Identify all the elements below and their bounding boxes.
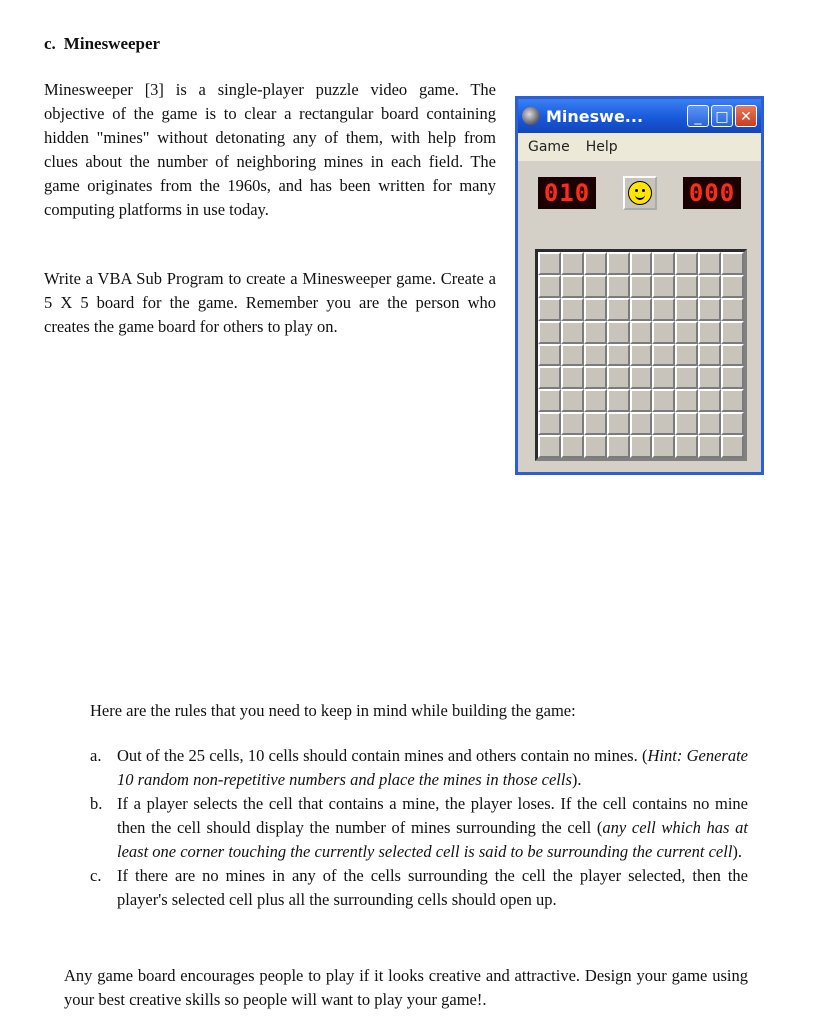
- rule-item: [90, 792, 748, 864]
- mine-board: [535, 249, 747, 461]
- board-cell: [652, 298, 675, 321]
- board-cell: [584, 252, 607, 275]
- window-menubar: [518, 133, 761, 161]
- board-cell: [698, 366, 721, 389]
- board-cell: [607, 412, 630, 435]
- board-cell: [538, 389, 561, 412]
- board-cell: [675, 252, 698, 275]
- board-cell: [698, 252, 721, 275]
- board-cell: [652, 435, 675, 458]
- board-cell: [675, 275, 698, 298]
- board-cell: [698, 321, 721, 344]
- board-cell: [584, 275, 607, 298]
- section-letter: c.: [44, 34, 56, 53]
- board-cell: [721, 298, 744, 321]
- board-cell: [561, 275, 584, 298]
- close-icon: ✕: [735, 105, 757, 127]
- board-cell: [698, 344, 721, 367]
- rule-hint: any cell which has at least one corner touching the currently selected cell is said to be surrounding the current cell: [117, 818, 748, 861]
- board-cell: [607, 435, 630, 458]
- rule-text: Out of the 25 cells, 10 cells should contain mines and others contain no mines. (: [117, 746, 648, 765]
- board-cell: [538, 321, 561, 344]
- board-cell: [538, 435, 561, 458]
- board-cell: [698, 275, 721, 298]
- board-cell: [561, 435, 584, 458]
- task-paragraph: Write a VBA Sub Program to create a Minesweeper game. Create a 5 X 5 board for the game. Remember you are the person who creates the game board for others to play on.: [44, 269, 496, 336]
- board-cell: [607, 366, 630, 389]
- board-cell: [698, 435, 721, 458]
- board-cell: [721, 321, 744, 344]
- rule-marker: b.: [90, 794, 103, 813]
- board-cell: [652, 412, 675, 435]
- board-cell: [630, 298, 653, 321]
- board-cell: [561, 321, 584, 344]
- section-title: Minesweeper: [63, 34, 161, 53]
- board-cell: [675, 298, 698, 321]
- board-cell: [630, 412, 653, 435]
- board-cell: [561, 344, 584, 367]
- menu-game: Game: [528, 139, 570, 155]
- board-cell: [584, 412, 607, 435]
- board-cell: [652, 344, 675, 367]
- board-cell: [561, 412, 584, 435]
- board-cell: [675, 389, 698, 412]
- board-cell: [607, 321, 630, 344]
- board-cell: [721, 275, 744, 298]
- board-cell: [538, 252, 561, 275]
- mine-counter: 010: [538, 177, 596, 209]
- board-cell: [630, 252, 653, 275]
- board-cell: [698, 412, 721, 435]
- board-cell: [675, 366, 698, 389]
- rule-hint: Hint: Generate 10 random non-repetitive numbers and place the mines in those cells: [117, 746, 748, 789]
- maximize-icon: □: [711, 105, 733, 127]
- board-cell: [630, 344, 653, 367]
- rule-tail: ).: [732, 842, 743, 861]
- board-cell: [675, 435, 698, 458]
- rule-marker: a.: [90, 746, 102, 765]
- board-cell: [721, 412, 744, 435]
- rule-tail: ).: [571, 770, 582, 789]
- board-cell: [584, 298, 607, 321]
- board-cell: [538, 344, 561, 367]
- status-panel: [526, 173, 753, 213]
- closing-paragraph: Any game board encourages people to play if it looks creative and attractive. Design your game using your best creative skills so people will want to play your game!.: [64, 966, 748, 1009]
- board-cell: [538, 298, 561, 321]
- rule-item: [90, 744, 748, 792]
- board-cell: [675, 412, 698, 435]
- rule-body: [117, 864, 748, 912]
- board-cell: [630, 435, 653, 458]
- smiley-icon: [628, 181, 652, 205]
- rule-marker: c.: [90, 866, 102, 885]
- board-cell: [630, 275, 653, 298]
- menu-help: Help: [585, 139, 618, 155]
- mine-icon: [522, 107, 540, 125]
- board-cell: [675, 344, 698, 367]
- rule-text: If there are no mines in any of the cells surrounding the cell the player selected, then the player's selected cell plus all the surrounding cells should open up.: [117, 866, 748, 909]
- board-cell: [561, 298, 584, 321]
- board-cell: [584, 321, 607, 344]
- board-cell: [607, 298, 630, 321]
- board-cell: [607, 275, 630, 298]
- board-cell: [607, 252, 630, 275]
- board-cell: [561, 252, 584, 275]
- board-cell: [584, 389, 607, 412]
- board-cell: [538, 366, 561, 389]
- minimize-icon: _: [687, 105, 709, 127]
- board-cell: [652, 275, 675, 298]
- board-cell: [561, 366, 584, 389]
- board-cell: [675, 321, 698, 344]
- window-titlebar: [518, 99, 761, 133]
- board-cell: [652, 366, 675, 389]
- smiley-button: [623, 176, 657, 210]
- rule-body: [117, 744, 748, 792]
- rules-list: [90, 744, 748, 912]
- section-heading: [44, 34, 160, 54]
- rule-text: If a player selects the cell that contains a mine, the player loses. If the cell contains no mine then the cell should display the number of mines surrounding the cell (: [117, 794, 748, 837]
- board-cell: [721, 366, 744, 389]
- board-cell: [652, 389, 675, 412]
- board-cell: [652, 252, 675, 275]
- board-cell: [698, 298, 721, 321]
- board-cell: [538, 412, 561, 435]
- board-cell: [698, 389, 721, 412]
- board-cell: [630, 389, 653, 412]
- board-cell: [721, 344, 744, 367]
- board-cell: [584, 344, 607, 367]
- timer-counter: 000: [683, 177, 741, 209]
- board-cell: [721, 389, 744, 412]
- board-cell: [561, 389, 584, 412]
- board-cell: [584, 435, 607, 458]
- minesweeper-window-image: [515, 96, 764, 475]
- rule-body: [117, 792, 748, 864]
- board-cell: [584, 366, 607, 389]
- board-cell: [607, 344, 630, 367]
- rules-intro: Here are the rules that you need to keep in mind while building the game:: [90, 701, 576, 720]
- intro-paragraph: Minesweeper [3] is a single-player puzzle video game. The objective of the game is to clear a rectangular board containing hidden "mines" without detonating any of them, with help from clues about the number of neighboring mines in each field. The game originates from the 1960s, and has been written for many computing platforms in use today.: [44, 80, 496, 219]
- board-cell: [630, 366, 653, 389]
- board-cell: [652, 321, 675, 344]
- board-cell: [607, 389, 630, 412]
- board-cell: [630, 321, 653, 344]
- window-title: Mineswe...: [546, 106, 644, 126]
- board-cell: [721, 435, 744, 458]
- board-cell: [538, 275, 561, 298]
- board-cell: [721, 252, 744, 275]
- rule-item: [90, 864, 748, 912]
